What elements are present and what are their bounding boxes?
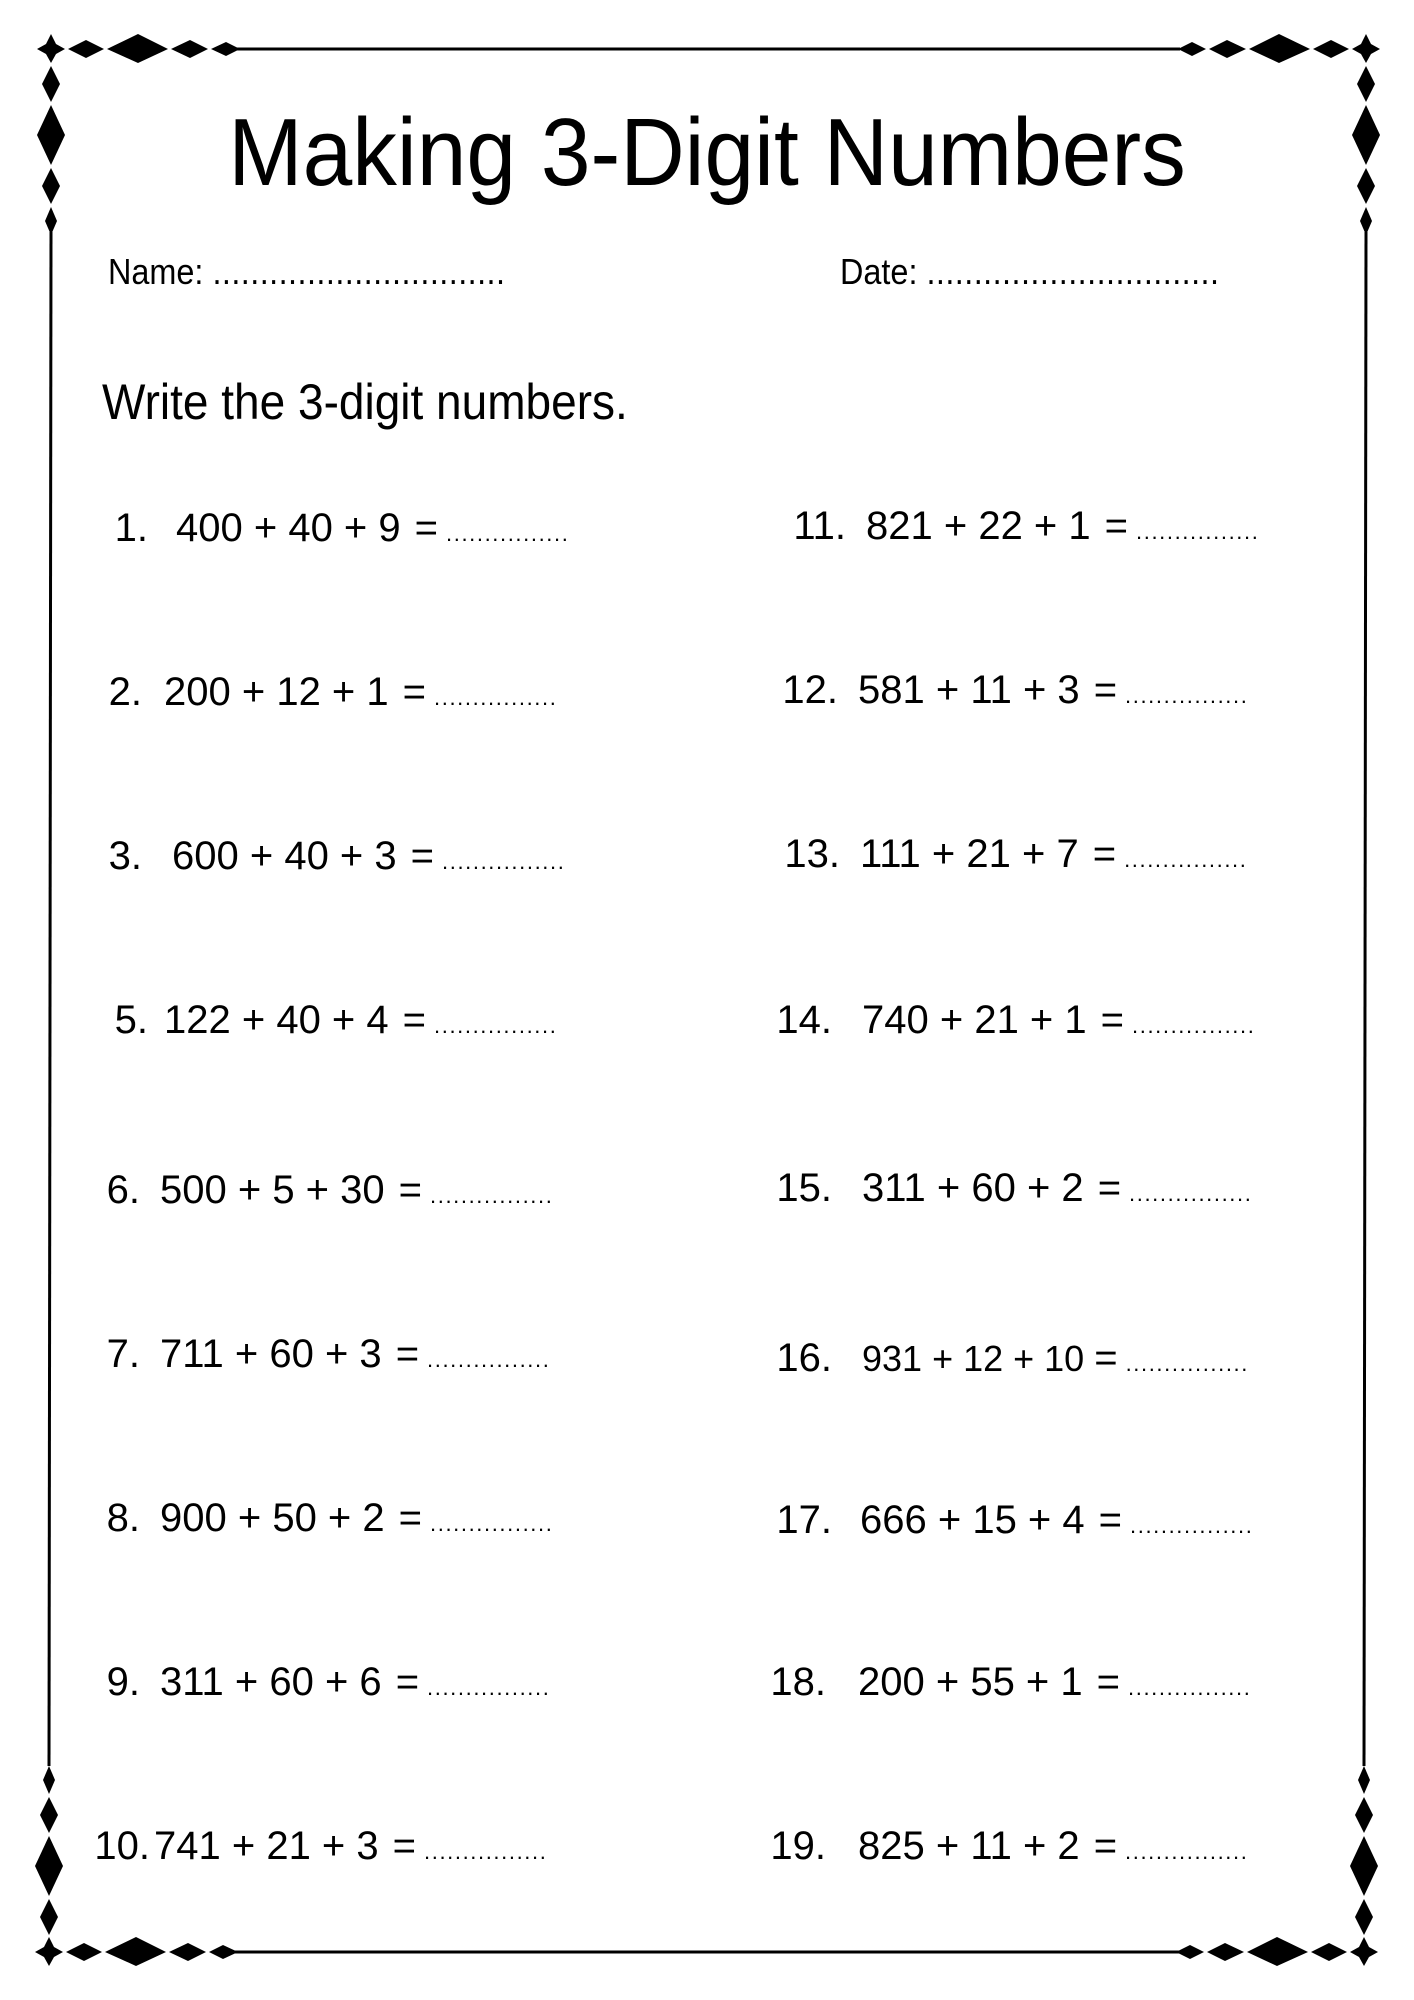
problem-number: 15. [776, 1166, 832, 1210]
problem-expression: 900 + 50 + 2 [160, 1496, 385, 1540]
problem-item [756, 1822, 1248, 1876]
problem-number: 13. [784, 832, 840, 876]
problem-expression: 122 + 40 + 4 [164, 998, 389, 1042]
equals-sign: = [395, 1332, 420, 1376]
problem-number: 3. [108, 834, 142, 878]
equals-sign: = [402, 998, 427, 1042]
name-blank-line[interactable]: ............................... [212, 251, 506, 292]
answer-blank[interactable]: ................ [434, 1013, 558, 1038]
problem-item [776, 502, 1259, 556]
instructions-text: Write the 3-digit numbers. [102, 374, 628, 430]
equals-sign: = [1093, 1824, 1118, 1868]
problem-item [90, 1494, 553, 1548]
equals-sign: = [1100, 998, 1125, 1042]
problem-number: 6. [106, 1168, 140, 1212]
answer-blank[interactable]: ................ [1125, 1351, 1249, 1376]
answer-blank[interactable]: ................ [1136, 519, 1260, 544]
problem-number: 10. [94, 1824, 150, 1868]
problem-expression: 200 + 12 + 1 [164, 670, 389, 714]
answer-blank[interactable]: ................ [1125, 1839, 1249, 1864]
problem-number: 16. [776, 1336, 832, 1380]
equals-sign: = [1094, 1336, 1118, 1380]
equals-sign: = [398, 1168, 423, 1212]
date-label: Date: [840, 251, 927, 292]
problem-item [768, 666, 1248, 720]
equals-sign: = [395, 1660, 420, 1704]
equals-sign: = [1104, 504, 1129, 548]
problem-expression: 740 + 21 + 1 [862, 998, 1087, 1042]
answer-blank[interactable]: ................ [1129, 1181, 1253, 1206]
problem-item [762, 1164, 1252, 1218]
problem-expression: 400 + 40 + 9 [176, 506, 401, 550]
name-label: Name: [108, 251, 213, 292]
problem-item [762, 996, 1255, 1050]
problem-number: 11. [793, 504, 846, 548]
problem-number: 9. [106, 1660, 140, 1704]
problem-item [756, 1658, 1251, 1712]
answer-blank[interactable]: ................ [1132, 1013, 1256, 1038]
problem-expression: 311 + 60 + 2 [862, 1166, 1084, 1210]
problem-number: 17. [776, 1498, 832, 1542]
answer-blank[interactable]: ................ [427, 1675, 551, 1700]
equals-sign: = [398, 1496, 423, 1540]
equals-sign: = [402, 670, 427, 714]
worksheet-title: Making 3-Digit Numbers [228, 99, 1186, 206]
equals-sign: = [1093, 668, 1118, 712]
answer-blank[interactable]: ................ [427, 1347, 551, 1372]
problem-item [92, 832, 565, 886]
problem-item [762, 1496, 1253, 1550]
problem-item [84, 1822, 547, 1876]
equals-sign: = [1092, 832, 1117, 876]
equals-sign: = [1097, 1166, 1122, 1210]
problem-expression: 200 + 55 + 1 [858, 1660, 1083, 1704]
date-field[interactable] [840, 250, 1219, 294]
problem-expression: 111 + 21 + 7 [860, 832, 1079, 876]
equals-sign: = [414, 506, 439, 550]
problem-item [92, 668, 557, 722]
problem-number: 18. [770, 1660, 826, 1704]
problem-expression: 711 + 60 + 3 [160, 1332, 382, 1376]
problem-item [98, 996, 557, 1050]
answer-blank[interactable]: ................ [1130, 1513, 1254, 1538]
problem-number: 5. [114, 998, 148, 1042]
answer-blank[interactable]: ................ [1124, 847, 1248, 872]
problem-number: 14. [776, 998, 832, 1042]
problem-number: 8. [106, 1496, 140, 1540]
problem-item [90, 1330, 550, 1384]
problem-expression: 500 + 5 + 30 [160, 1168, 385, 1212]
equals-sign: = [410, 834, 435, 878]
problem-expression: 741 + 21 + 3 [154, 1824, 379, 1868]
answer-blank[interactable]: ................ [430, 1183, 554, 1208]
answer-blank[interactable]: ................ [424, 1839, 548, 1864]
problem-number: 2. [108, 670, 142, 714]
problem-expression: 825 + 11 + 2 [858, 1824, 1080, 1868]
problem-item [770, 830, 1247, 884]
date-blank-line[interactable]: ............................... [926, 251, 1220, 292]
problem-expression: 600 + 40 + 3 [172, 834, 397, 878]
problem-number: 7. [106, 1332, 140, 1376]
equals-sign: = [1096, 1660, 1121, 1704]
answer-blank[interactable]: ................ [1128, 1675, 1252, 1700]
problem-expression: 821 + 22 + 1 [866, 504, 1091, 548]
problem-number: 12. [782, 668, 838, 712]
problem-item [98, 504, 569, 558]
answer-blank[interactable]: ................ [1125, 683, 1249, 708]
answer-blank[interactable]: ................ [442, 849, 566, 874]
problem-expression: 311 + 60 + 6 [160, 1660, 382, 1704]
name-field[interactable] [108, 250, 505, 294]
equals-sign: = [392, 1824, 417, 1868]
problem-number: 19. [770, 1824, 826, 1868]
problem-expression: 931 + 12 + 10 [862, 1338, 1085, 1379]
answer-blank[interactable]: ................ [446, 521, 570, 546]
answer-blank[interactable]: ................ [434, 685, 558, 710]
problem-item [90, 1166, 553, 1220]
problem-expression: 581 + 11 + 3 [858, 668, 1080, 712]
problem-item [762, 1334, 1249, 1388]
answer-blank[interactable]: ................ [430, 1511, 554, 1536]
problem-item [90, 1658, 550, 1712]
problem-expression: 666 + 15 + 4 [860, 1498, 1085, 1542]
equals-sign: = [1098, 1498, 1123, 1542]
problem-number: 1. [114, 506, 148, 550]
